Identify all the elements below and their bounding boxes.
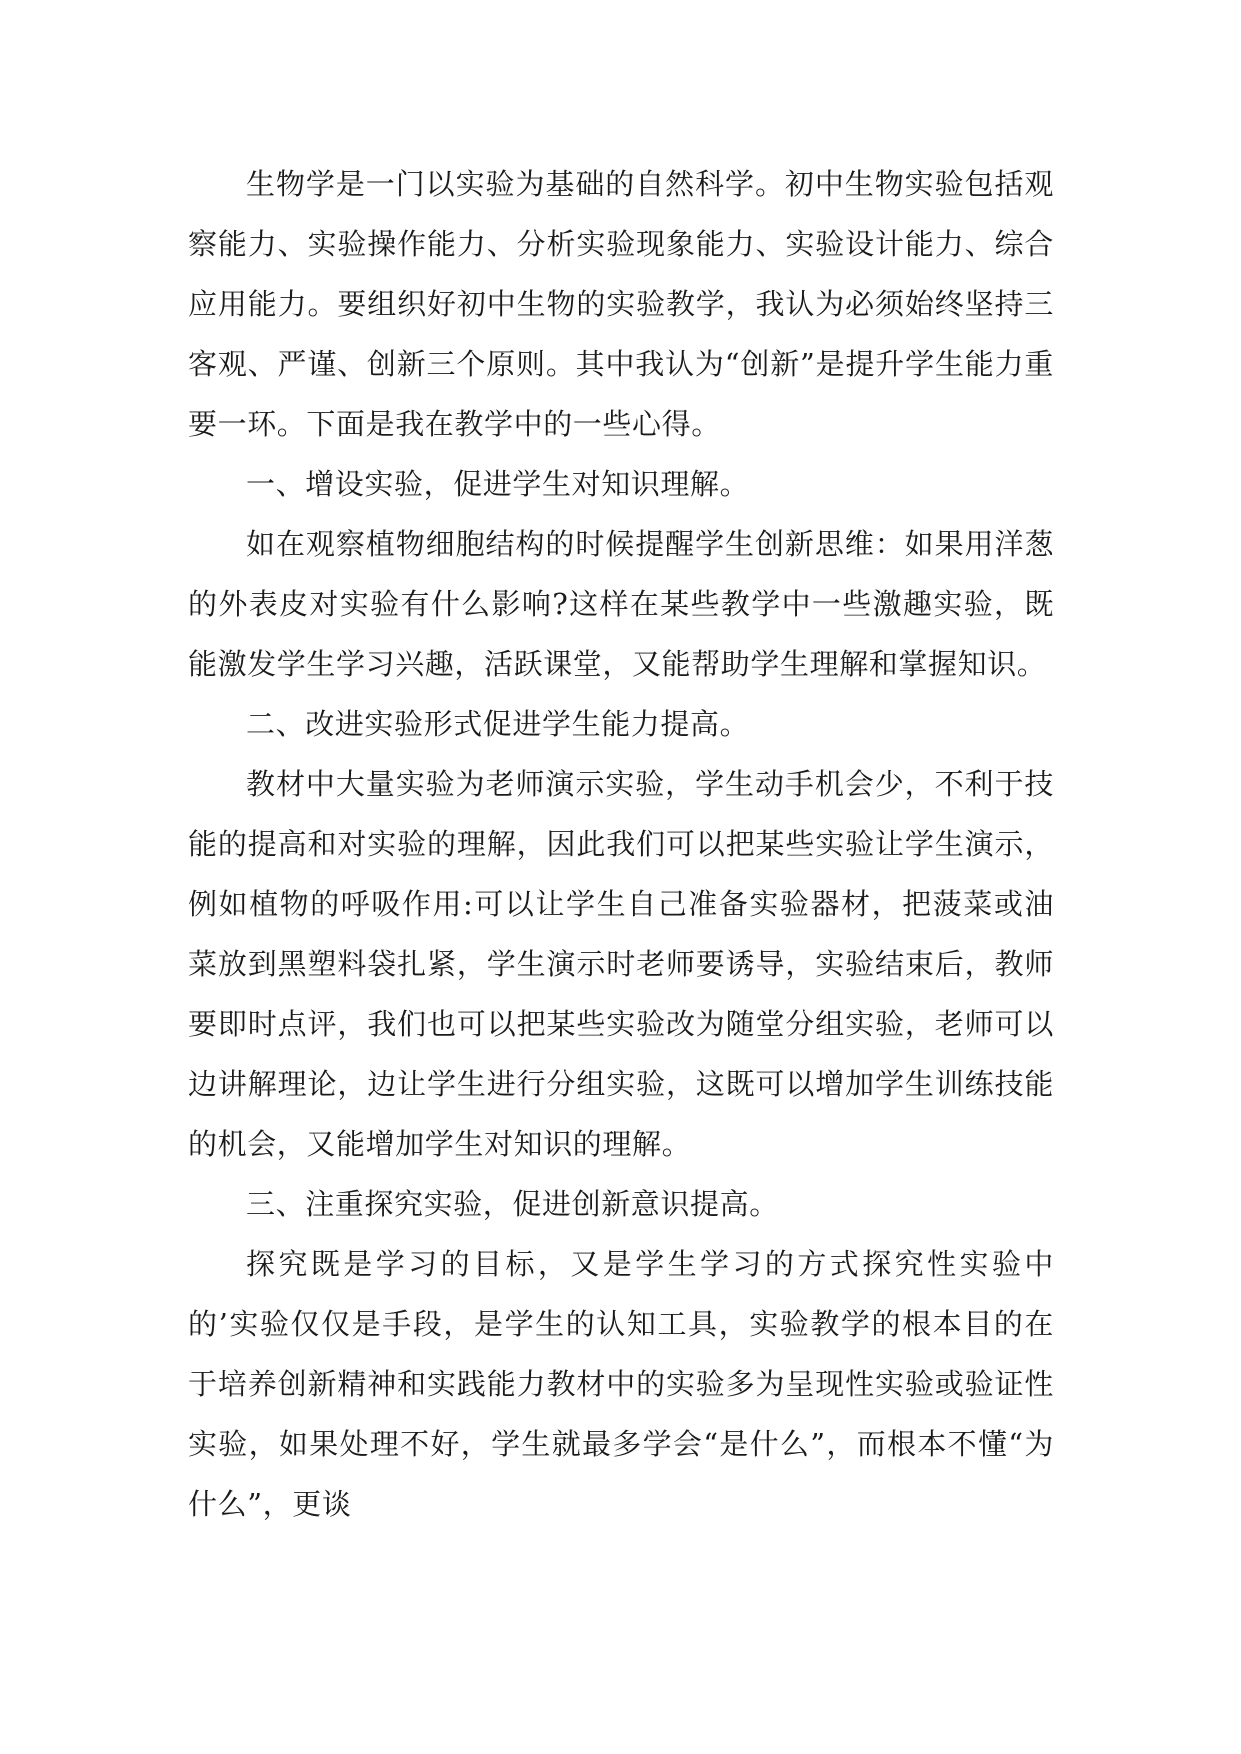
document-body xyxy=(188,154,1054,1534)
section-2-paragraph: 教材中大量实验为老师演示实验，学生动手机会少，不利于技能的提高和对实验的理解，因此我们可以把某些实验让学生演示，例如植物的呼吸作用:可以让学生自己准备实验器材，把菠菜或油菜放到黑塑料袋扎紧，学生演示时老师要诱导，实验结束后，教师要即时点评，我们也可以把某些实验改为随堂分组实验，老师可以边讲解理论，边让学生进行分组实验，这既可以增加学生训练技能的机会，又能增加学生对知识的理解。 xyxy=(188,767,1054,1161)
section-1-paragraph: 如在观察植物细胞结构的时候提醒学生创新思维：如果用洋葱的外表皮对实验有什么影响?这样在某些教学中一些激趣实验，既能激发学生学习兴趣，活跃课堂，又能帮助学生理解和掌握知识。 xyxy=(188,527,1054,681)
section-3-paragraph: 探究既是学习的目标，又是学生学习的方式探究性实验中的’实验仅仅是手段，是学生的认知工具，实验教学的根本目的在于培养创新精神和实践能力教材中的实验多为呈现性实验或验证性实验，如果处理不好，学生就最多学会“是什么”，而根本不懂“为什么”，更谈 xyxy=(188,1247,1054,1521)
section-heading-2: 二、改进实验形式促进学生能力提高。 xyxy=(246,707,750,741)
section-heading-3: 三、注重探究实验，促进创新意识提高。 xyxy=(246,1187,779,1221)
section-heading-1: 一、增设实验，促进学生对知识理解。 xyxy=(246,467,750,501)
intro-paragraph: 生物学是一门以实验为基础的自然科学。初中生物实验包括观察能力、实验操作能力、分析实验现象能力、实验设计能力、综合应用能力。要组织好初中生物的实验教学，我认为必须始终坚持三客观、严谨、创新三个原则。其中我认为“创新”是提升学生能力重要一环。下面是我在教学中的一些心得。 xyxy=(188,167,1054,441)
